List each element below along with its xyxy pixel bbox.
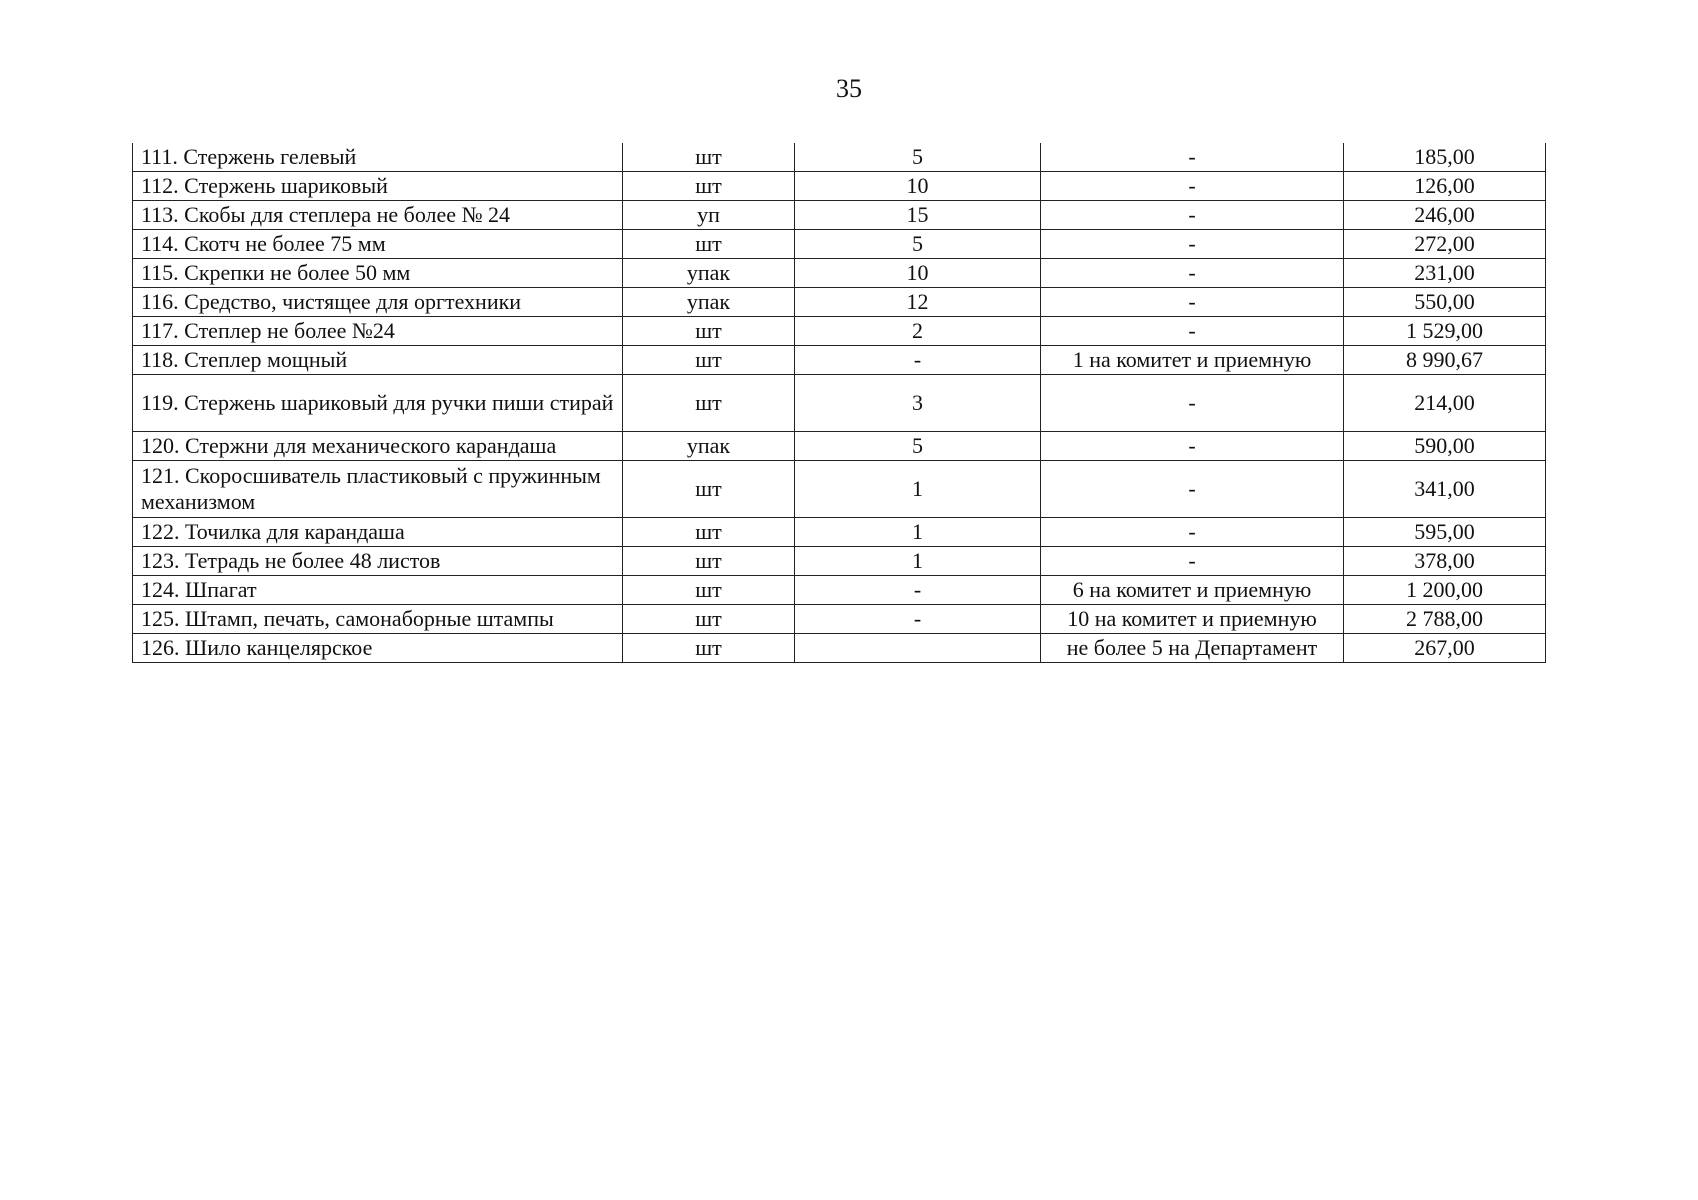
cell-price: 2 788,00 xyxy=(1344,605,1546,634)
cell-item-name: 121. Скоросшиватель пластиковый с пружинным механизмом xyxy=(133,461,623,518)
cell-unit: шт xyxy=(623,605,795,634)
cell-price: 550,00 xyxy=(1344,288,1546,317)
table-row xyxy=(133,172,1546,201)
cell-unit: упак xyxy=(623,432,795,461)
cell-unit: шт xyxy=(623,461,795,518)
cell-quantity: - xyxy=(795,605,1041,634)
table-row xyxy=(133,288,1546,317)
cell-item-name: 125. Штамп, печать, самонаборные штампы xyxy=(133,605,623,634)
cell-item-name: 115. Скрепки не более 50 мм xyxy=(133,259,623,288)
table-body xyxy=(133,143,1546,663)
cell-norm-note: 10 на комитет и приемную xyxy=(1041,605,1344,634)
cell-price: 231,00 xyxy=(1344,259,1546,288)
table-row xyxy=(133,634,1546,663)
table-row xyxy=(133,375,1546,432)
cell-quantity: 5 xyxy=(795,432,1041,461)
cell-price: 378,00 xyxy=(1344,547,1546,576)
cell-price: 126,00 xyxy=(1344,172,1546,201)
cell-norm-note: не более 5 на Департамент xyxy=(1041,634,1344,663)
cell-unit: упак xyxy=(623,259,795,288)
cell-price: 595,00 xyxy=(1344,518,1546,547)
cell-quantity: 1 xyxy=(795,518,1041,547)
cell-quantity: 12 xyxy=(795,288,1041,317)
cell-norm-note: - xyxy=(1041,547,1344,576)
cell-item-name: 113. Скобы для степлера не более № 24 xyxy=(133,201,623,230)
cell-item-name: 120. Стержни для механического карандаша xyxy=(133,432,623,461)
cell-norm-note: - xyxy=(1041,461,1344,518)
cell-unit: уп xyxy=(623,201,795,230)
cell-item-name: 122. Точилка для карандаша xyxy=(133,518,623,547)
cell-price: 267,00 xyxy=(1344,634,1546,663)
cell-price: 341,00 xyxy=(1344,461,1546,518)
cell-price: 1 529,00 xyxy=(1344,317,1546,346)
table-row xyxy=(133,461,1546,518)
table-row xyxy=(133,547,1546,576)
cell-unit: шт xyxy=(623,172,795,201)
cell-quantity: - xyxy=(795,576,1041,605)
cell-unit: шт xyxy=(623,230,795,259)
cell-unit: шт xyxy=(623,547,795,576)
cell-quantity: 10 xyxy=(795,259,1041,288)
table-row xyxy=(133,432,1546,461)
cell-unit: шт xyxy=(623,346,795,375)
cell-price: 246,00 xyxy=(1344,201,1546,230)
cell-item-name: 114. Скотч не более 75 мм xyxy=(133,230,623,259)
cell-norm-note: - xyxy=(1041,375,1344,432)
cell-quantity: 5 xyxy=(795,230,1041,259)
table-row xyxy=(133,201,1546,230)
cell-price: 214,00 xyxy=(1344,375,1546,432)
table-row xyxy=(133,346,1546,375)
table-row xyxy=(133,576,1546,605)
table-row xyxy=(133,230,1546,259)
cell-item-name: 123. Тетрадь не более 48 листов xyxy=(133,547,623,576)
cell-price: 1 200,00 xyxy=(1344,576,1546,605)
cell-quantity: 2 xyxy=(795,317,1041,346)
cell-item-name: 124. Шпагат xyxy=(133,576,623,605)
cell-price: 8 990,67 xyxy=(1344,346,1546,375)
cell-norm-note: - xyxy=(1041,288,1344,317)
cell-norm-note: - xyxy=(1041,201,1344,230)
cell-norm-note: - xyxy=(1041,259,1344,288)
cell-quantity: 1 xyxy=(795,547,1041,576)
page-number: 35 xyxy=(836,74,862,103)
table-row xyxy=(133,518,1546,547)
cell-norm-note: - xyxy=(1041,172,1344,201)
cell-quantity: 10 xyxy=(795,172,1041,201)
cell-item-name: 116. Средство, чистящее для оргтехники xyxy=(133,288,623,317)
cell-item-name: 112. Стержень шариковый xyxy=(133,172,623,201)
cell-item-name: 118. Степлер мощный xyxy=(133,346,623,375)
table-row xyxy=(133,143,1546,172)
cell-quantity: 1 xyxy=(795,461,1041,518)
cell-price: 185,00 xyxy=(1344,143,1546,172)
cell-unit: шт xyxy=(623,518,795,547)
table-row xyxy=(133,317,1546,346)
cell-quantity: 15 xyxy=(795,201,1041,230)
supplies-table xyxy=(132,143,1546,663)
cell-unit: упак xyxy=(623,288,795,317)
cell-norm-note: 1 на комитет и приемную xyxy=(1041,346,1344,375)
cell-norm-note: 6 на комитет и приемную xyxy=(1041,576,1344,605)
cell-norm-note: - xyxy=(1041,143,1344,172)
cell-item-name: 117. Степлер не более №24 xyxy=(133,317,623,346)
cell-unit: шт xyxy=(623,634,795,663)
cell-price: 590,00 xyxy=(1344,432,1546,461)
cell-norm-note: - xyxy=(1041,518,1344,547)
cell-price: 272,00 xyxy=(1344,230,1546,259)
cell-norm-note: - xyxy=(1041,230,1344,259)
cell-unit: шт xyxy=(623,576,795,605)
cell-unit: шт xyxy=(623,317,795,346)
cell-item-name: 126. Шило канцелярское xyxy=(133,634,623,663)
cell-unit: шт xyxy=(623,375,795,432)
table-row xyxy=(133,605,1546,634)
cell-quantity: 5 xyxy=(795,143,1041,172)
cell-quantity: - xyxy=(795,346,1041,375)
cell-norm-note: - xyxy=(1041,317,1344,346)
cell-unit: шт xyxy=(623,143,795,172)
cell-item-name: 111. Стержень гелевый xyxy=(133,143,623,172)
table-row xyxy=(133,259,1546,288)
cell-quantity: 3 xyxy=(795,375,1041,432)
cell-norm-note: - xyxy=(1041,432,1344,461)
cell-item-name: 119. Стержень шариковый для ручки пиши стирай xyxy=(133,375,623,432)
cell-quantity xyxy=(795,634,1041,663)
